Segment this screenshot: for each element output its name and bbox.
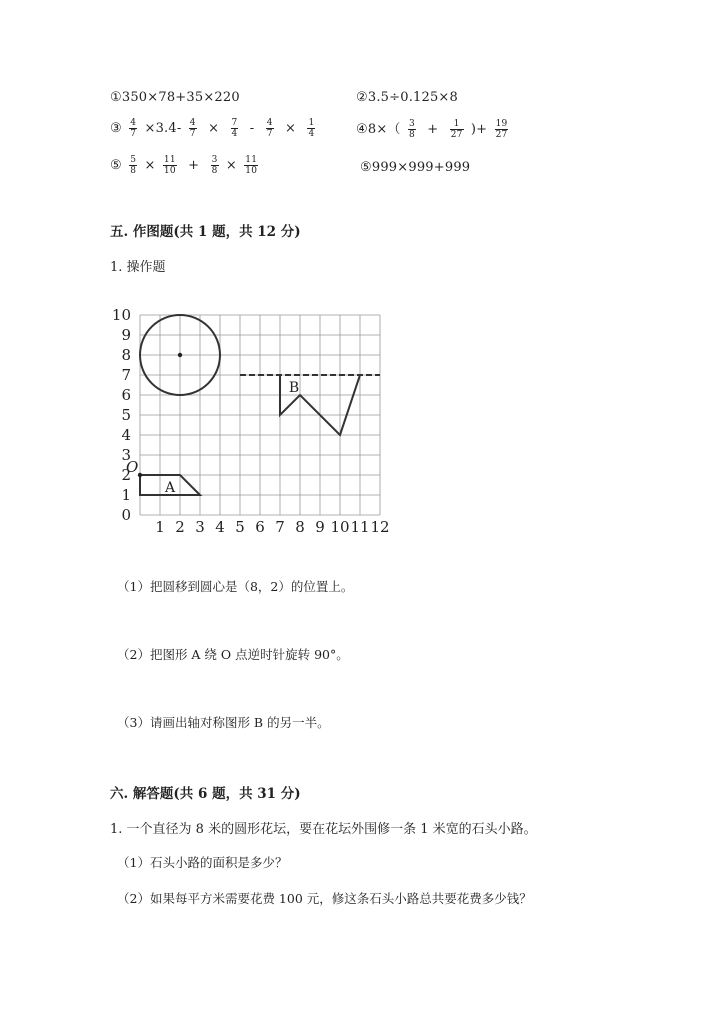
y-tick-label: 7 xyxy=(121,366,131,384)
fraction: $\frac{4}{7}$ xyxy=(189,118,196,139)
y-tick-label: 2 xyxy=(121,466,131,484)
y-tick-label: 10 xyxy=(111,306,131,324)
calc-problem-1: ①350×78+35×220 xyxy=(110,90,240,105)
section-heading: 六. 解答题(共 6 题，共 31 分) xyxy=(110,786,301,802)
sub-question-1: （1）石头小路的面积是多少？ xyxy=(117,855,288,870)
operator-text: × xyxy=(208,121,220,136)
fraction: $\frac{1}{27}$ xyxy=(450,119,463,140)
x-tick-label: 2 xyxy=(175,518,185,536)
x-tick-label: 8 xyxy=(295,518,305,536)
fraction: $\frac{11}{10}$ xyxy=(163,155,176,176)
origin-label: O xyxy=(126,458,139,476)
operator-text: × xyxy=(225,158,237,173)
origin-dot xyxy=(138,473,142,477)
y-tick-label: 4 xyxy=(121,426,131,444)
operator-text: × xyxy=(285,121,297,136)
x-tick-label: 9 xyxy=(315,518,325,536)
sub-question-2: （2）如果每平方米需要花费 100 元，修这条石头小路总共要花费多少钱？ xyxy=(117,891,532,906)
fraction: $\frac{19}{27}$ xyxy=(495,119,508,140)
x-tick-label: 11 xyxy=(350,518,370,536)
section-heading: 五. 作图题(共 1 题，共 12 分) xyxy=(110,224,301,240)
fraction: $\frac{5}{8}$ xyxy=(130,155,137,176)
calc-problem-3 xyxy=(110,118,318,139)
operator-text: + xyxy=(188,158,200,173)
fraction: $\frac{11}{10}$ xyxy=(245,155,258,176)
fraction: $\frac{4}{7}$ xyxy=(130,118,137,139)
calc-problem-5 xyxy=(110,155,261,176)
x-tick-label: 3 xyxy=(195,518,205,536)
problem-marker: ④8×（ xyxy=(356,122,401,137)
x-tick-label: 5 xyxy=(235,518,245,536)
shape-a-label: A xyxy=(164,480,176,496)
x-tick-label: 10 xyxy=(330,518,350,536)
y-tick-label: 5 xyxy=(121,406,131,424)
y-tick-label: 8 xyxy=(121,346,131,364)
y-tick-label: 0 xyxy=(121,506,131,524)
y-tick-label: 6 xyxy=(121,386,131,404)
figure-shapes xyxy=(138,315,380,495)
fraction: $\frac{7}{4}$ xyxy=(231,118,238,139)
calc-problem-4 xyxy=(356,118,511,140)
question-text: 1. 一个直径为 8 米的圆形花坛，要在花坛外围修一条 1 米宽的石头小路。 xyxy=(110,822,537,837)
operator-text: × xyxy=(144,158,156,173)
y-tick-label: 3 xyxy=(121,446,131,464)
x-tick-label: 12 xyxy=(370,518,390,536)
operator-text: + xyxy=(427,122,439,137)
fraction: $\frac{3}{8}$ xyxy=(408,119,415,140)
fraction: $\frac{1}{4}$ xyxy=(308,118,315,139)
operator-text: )+ xyxy=(470,122,488,137)
calc-problem-6: ⑤999×999+999 xyxy=(360,160,471,175)
shape-b-label: B xyxy=(288,380,300,396)
sub-question-3: （3）请画出轴对称图形 B 的另一半。 xyxy=(117,715,330,730)
y-tick-label: 1 xyxy=(121,486,131,504)
x-tick-label: 6 xyxy=(255,518,265,536)
grid-lines xyxy=(140,315,380,515)
operator-text: - xyxy=(249,121,255,136)
sub-question-2: （2）把图形 A 绕 O 点逆时针旋转 90°。 xyxy=(117,647,349,662)
problem-marker: ③ xyxy=(110,121,122,136)
question-label: 1. 操作题 xyxy=(110,260,166,275)
fraction: $\frac{4}{7}$ xyxy=(266,118,273,139)
axis-labels xyxy=(112,306,390,536)
calc-problem-2: ②3.5÷0.125×8 xyxy=(356,90,459,105)
x-tick-label: 1 xyxy=(155,518,165,536)
operator-text: ×3.4- xyxy=(144,121,182,136)
coordinate-grid xyxy=(108,305,398,540)
x-tick-label: 7 xyxy=(275,518,285,536)
problem-marker: ⑤ xyxy=(110,158,122,173)
y-tick-label: 9 xyxy=(121,326,131,344)
sub-question-1: （1）把圆移到圆心是（8，2）的位置上。 xyxy=(117,579,354,594)
fraction: $\frac{3}{8}$ xyxy=(211,155,218,176)
circle-center-dot xyxy=(178,353,182,357)
x-tick-label: 4 xyxy=(215,518,225,536)
